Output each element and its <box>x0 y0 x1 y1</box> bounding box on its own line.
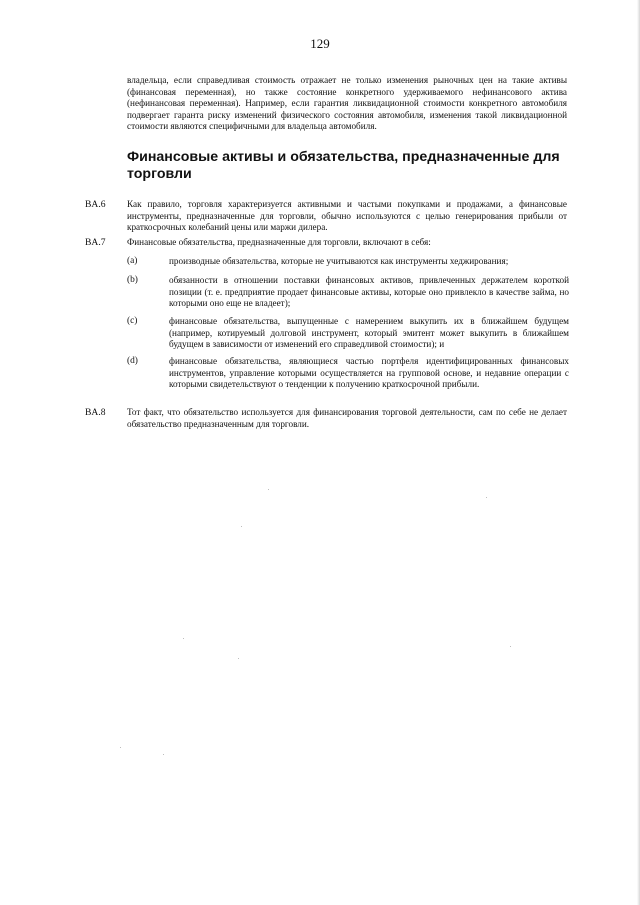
paragraph-number-ba7: BA.7 <box>85 237 106 248</box>
list-item-label-d: (d) <box>127 356 138 366</box>
paragraph-number-ba6: BA.6 <box>85 199 106 210</box>
list-item-label-a: (a) <box>127 256 138 266</box>
section-heading: Финансовые активы и обязательства, предназначенные для торговли <box>127 149 560 182</box>
scan-speck <box>510 646 511 647</box>
paragraph-ba8-text: Тот факт, что обязательство используется для финансирования торговой деятельности, сам по себе не делает обязательство предназначенным для торговли. <box>127 407 567 429</box>
scan-speck <box>241 526 242 527</box>
scan-speck <box>120 747 121 748</box>
paragraph-number-ba8: BA.8 <box>85 407 106 418</box>
list-item-a-text: производные обязательства, которые не учитываются как инструменты хеджирования; <box>169 256 509 266</box>
list-item-b-text: обязанности в отношении поставки финансовых активов, привлеченных держателем короткой позиции (т. е. предприятие продает финансовые активы, которые оно привлекло в качестве займа, но которыми оно еще не владеет); <box>169 275 569 309</box>
list-item-c-text: финансовые обязательства, выпущенные с намерением выкупить их в ближайшем будущем (например, котируемый долговой инструмент, который эмитент может выкупить в ближайшем будущем в зависимости от изменений его справедливой стоимости); и <box>169 316 569 350</box>
scan-speck <box>268 489 269 490</box>
page-number: 129 <box>310 36 330 51</box>
scan-speck <box>486 497 487 498</box>
scan-speck <box>183 638 184 639</box>
scan-speck <box>163 754 164 755</box>
paragraph-ba6-text: Как правило, торговля характеризуется активными и частыми покупками и продажами, а финансовые инструменты, предназначенные для торговли, обычно используются с целью генерирования прибыли от краткосрочных колебаний цены или маржи дилера. <box>127 199 567 233</box>
list-item-label-c: (c) <box>127 316 138 326</box>
scan-speck <box>238 658 239 659</box>
paragraph-ba7-text: Финансовые обязательства, предназначенные для торговли, включают в себя: <box>127 237 431 247</box>
list-item-d-text: финансовые обязательства, являющиеся частью портфеля идентифицированных финансовых инструментов, управление которыми осуществляется на групповой основе, и недавние операции с которыми свидетельствуют о тенденции к получению краткосрочной прибыли. <box>169 356 569 390</box>
intro-paragraph: владельца, если справедливая стоимость отражает не только изменения рыночных цен на такие активы (финансовая переменная), но также состояние конкретного удерживаемого нефинансового актива (нефинансовая переменная). Например, если гарантия ликвидационной стоимости конкретного автомобиля подвергает гаранта риску изменений физического состояния автомобиля, изменения такой ликвидационной стоимости являются специфичными для владельца автомобиля. <box>127 75 567 132</box>
list-item-label-b: (b) <box>127 275 138 285</box>
